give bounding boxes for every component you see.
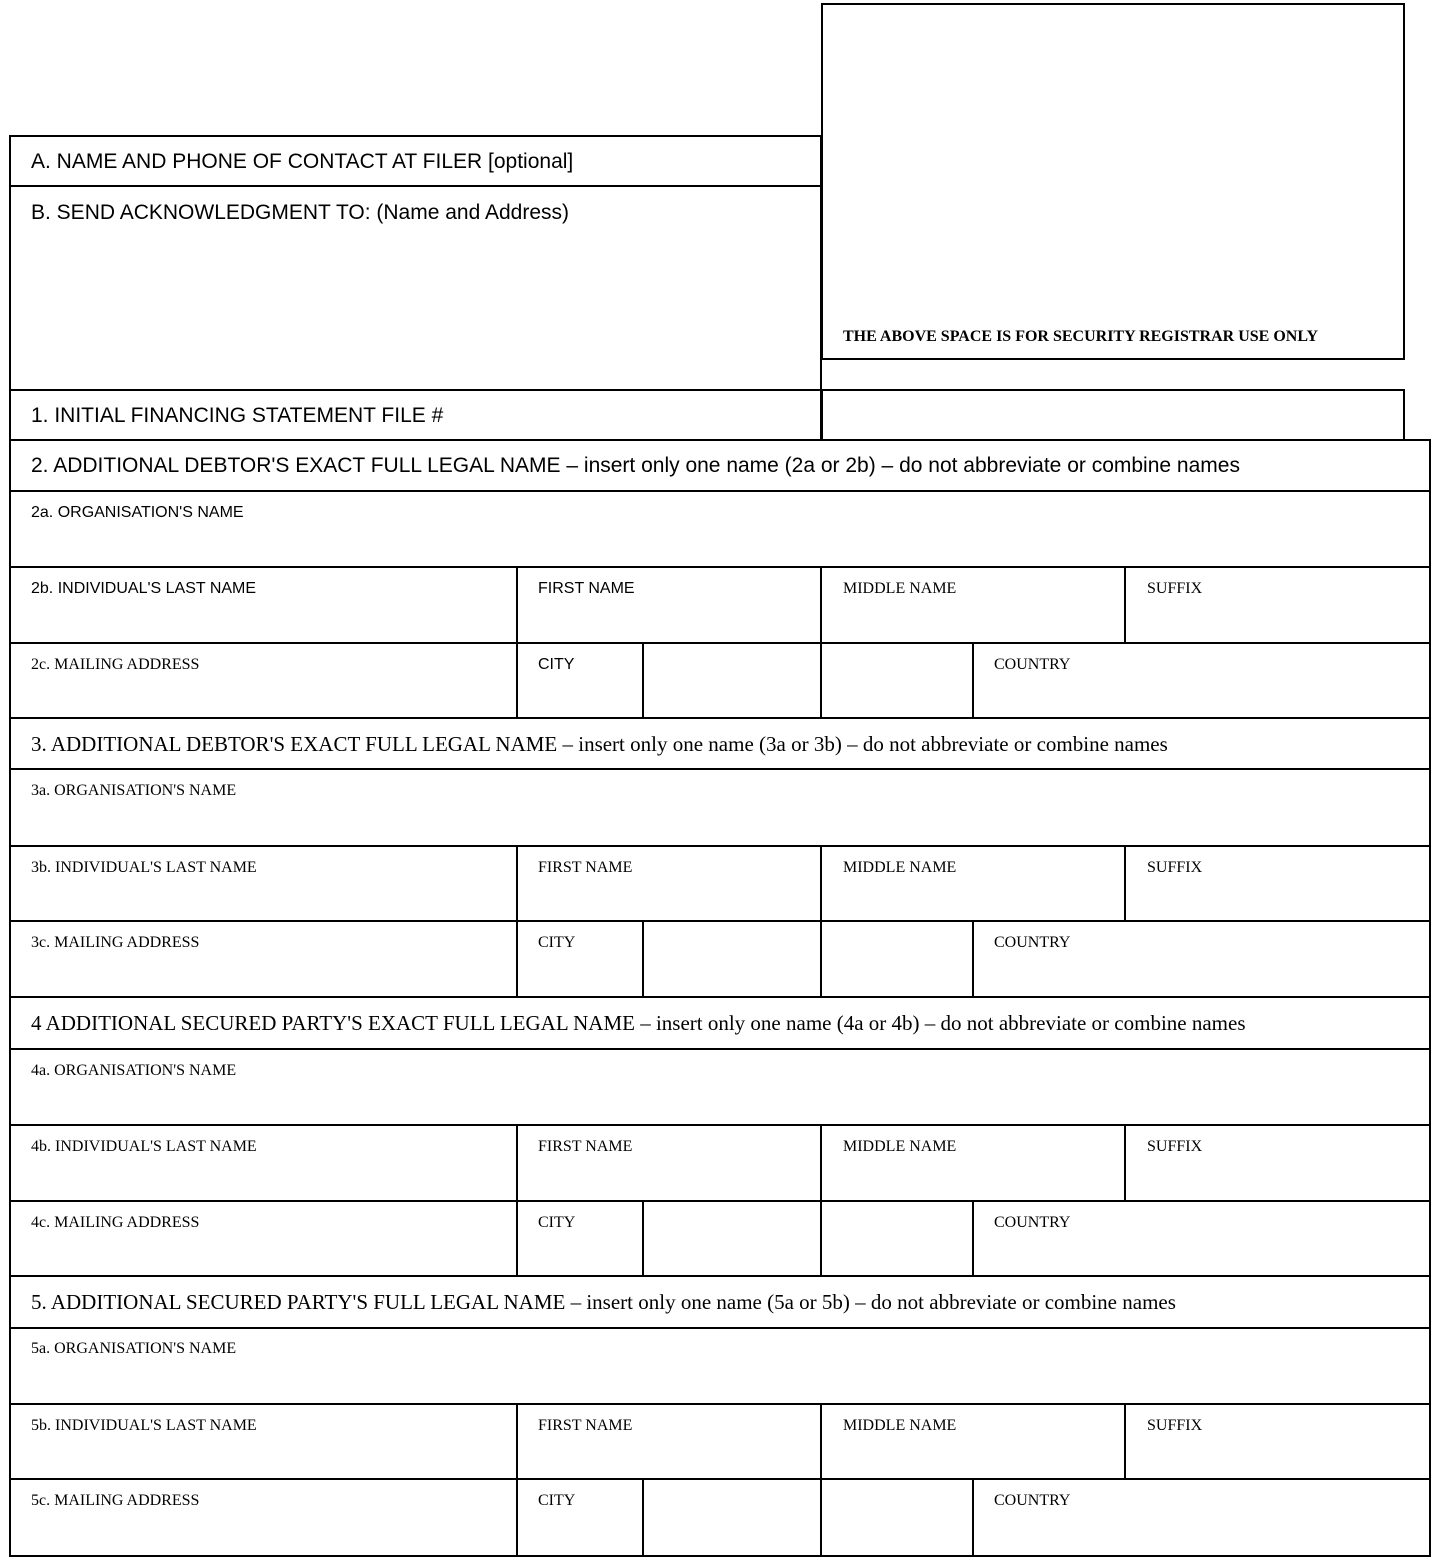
section-2a-org-field[interactable] xyxy=(11,492,1429,566)
acknowledgment-label: B. SEND ACKNOWLEDGMENT TO: (Name and Address) xyxy=(31,201,569,224)
section-4b-suffix-label: SUFFIX xyxy=(1147,1138,1203,1155)
section-3a-org-field[interactable] xyxy=(11,770,1429,845)
acknowledgment-field[interactable] xyxy=(11,187,820,389)
section-4c-city-label: CITY xyxy=(538,1214,576,1231)
section-3-title: 3. ADDITIONAL DEBTOR'S EXACT FULL LEGAL NAME – insert only one name (3a or 3b) – do not abbreviate or combine names xyxy=(31,732,1168,756)
section-3c-city-label: CITY xyxy=(538,934,576,951)
section-2c-city-label: CITY xyxy=(538,656,575,673)
section-4a-org-label: 4a. ORGANISATION'S NAME xyxy=(31,1062,237,1079)
section-4a-org-field[interactable] xyxy=(11,1050,1429,1124)
contact-field[interactable] xyxy=(11,137,820,185)
section-4b-middle-label: MIDDLE NAME xyxy=(843,1138,957,1155)
registrar-box xyxy=(821,3,1405,360)
registrar-note: THE ABOVE SPACE IS FOR SECURITY REGISTRAR USE ONLY xyxy=(843,328,1319,345)
section-3c-mail-label: 3c. MAILING ADDRESS xyxy=(31,934,200,951)
section-5b-suffix-label: SUFFIX xyxy=(1147,1417,1203,1434)
section-3b-middle-label: MIDDLE NAME xyxy=(843,859,957,876)
section-5b-middle-label: MIDDLE NAME xyxy=(843,1417,957,1434)
section-5-title: 5. ADDITIONAL SECURED PARTY'S FULL LEGAL NAME – insert only one name (5a or 5b) – do not abbreviate or combine names xyxy=(31,1290,1176,1314)
section-5c-country-label: COUNTRY xyxy=(994,1492,1071,1509)
section-2b-first-label: FIRST NAME xyxy=(538,580,635,597)
section-2b-last-label: 2b. INDIVIDUAL'S LAST NAME xyxy=(31,580,257,597)
section-2b-middle-label: MIDDLE NAME xyxy=(843,580,957,597)
section-5b-last-label: 5b. INDIVIDUAL'S LAST NAME xyxy=(31,1417,257,1434)
section-4c-country-label: COUNTRY xyxy=(994,1214,1071,1231)
section-5c-city-label: CITY xyxy=(538,1492,576,1509)
section-4c-mail-label: 4c. MAILING ADDRESS xyxy=(31,1214,200,1231)
section-2b-suffix-label: SUFFIX xyxy=(1147,580,1203,597)
section-5c-mail-label: 5c. MAILING ADDRESS xyxy=(31,1492,200,1509)
section-4-title: 4 ADDITIONAL SECURED PARTY'S EXACT FULL LEGAL NAME – insert only one name (4a or 4b) – do not abbreviate or combine names xyxy=(31,1011,1246,1035)
section-4b-last-label: 4b. INDIVIDUAL'S LAST NAME xyxy=(31,1138,257,1155)
section-2-title: 2. ADDITIONAL DEBTOR'S EXACT FULL LEGAL NAME – insert only one name (2a or 2b) – do not abbreviate or combine names xyxy=(31,454,1240,477)
section-3c-country-label: COUNTRY xyxy=(994,934,1071,951)
contact-label: A. NAME AND PHONE OF CONTACT AT FILER [optional] xyxy=(31,150,574,173)
section-2c-country-label: COUNTRY xyxy=(994,656,1071,673)
section-5a-org-label: 5a. ORGANISATION'S NAME xyxy=(31,1340,237,1357)
section-2c-mail-label: 2c. MAILING ADDRESS xyxy=(31,656,200,673)
section-4b-first-label: FIRST NAME xyxy=(538,1138,633,1155)
file-number-label: 1. INITIAL FINANCING STATEMENT FILE # xyxy=(31,404,444,427)
section-5a-org-field[interactable] xyxy=(11,1329,1429,1403)
section-3b-last-label: 3b. INDIVIDUAL'S LAST NAME xyxy=(31,859,257,876)
section-3b-suffix-label: SUFFIX xyxy=(1147,859,1203,876)
section-2a-org-label: 2a. ORGANISATION'S NAME xyxy=(31,504,244,521)
section-5b-first-label: FIRST NAME xyxy=(538,1417,633,1434)
section-3a-org-label: 3a. ORGANISATION'S NAME xyxy=(31,782,237,799)
file-number-value-box[interactable] xyxy=(821,389,1405,441)
section-3b-first-label: FIRST NAME xyxy=(538,859,633,876)
